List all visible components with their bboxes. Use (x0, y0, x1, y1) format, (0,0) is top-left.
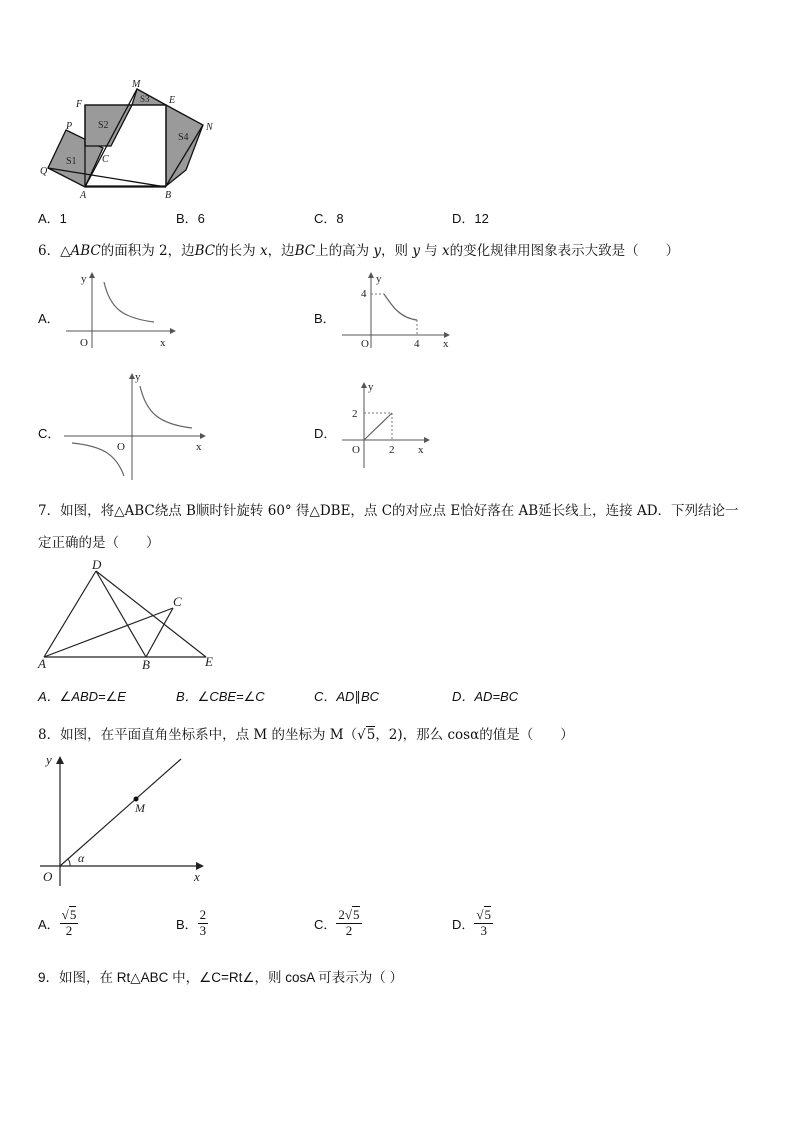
q8-option-b-fraction (198, 908, 209, 939)
q8-option-a-letter: A． (38, 916, 60, 932)
q7-option-a[interactable]: A．∠ABD=∠E (38, 689, 126, 704)
y-label: y (368, 381, 374, 393)
numerator: 2√5 (338, 907, 360, 922)
q7-option-c[interactable]: C．AD∥BC (314, 689, 380, 704)
x-label: x (443, 338, 449, 350)
q8-text: 8．如图，在平面直角坐标系中，点 M 的坐标为 M（ (38, 727, 358, 743)
q8-option-d-letter: D． (452, 916, 475, 932)
label-d: D (92, 557, 102, 572)
label-s4: S4 (178, 132, 189, 143)
radicand: 5 (353, 907, 360, 922)
m-label: M (135, 801, 145, 815)
y-label: y (81, 273, 87, 285)
ray-om (60, 759, 181, 866)
square-s4 (166, 105, 203, 186)
origin-label: O (117, 441, 125, 453)
q6-option-c[interactable]: C． (38, 426, 61, 441)
label-m: M (132, 79, 141, 90)
x-label: x (196, 441, 202, 453)
q5-option-c[interactable]: C．8 (314, 211, 344, 226)
q6-graph-c (62, 368, 212, 483)
curve (104, 282, 154, 322)
q6-graph-b (340, 268, 460, 353)
q6-text: 上的高为 (315, 243, 370, 259)
curve (384, 294, 417, 320)
angle-arc (68, 859, 70, 866)
y-axis-arrow (56, 756, 64, 764)
segment-db (96, 571, 146, 657)
origin-label: O (43, 869, 53, 884)
y-label: y (46, 752, 52, 767)
label-b: B (142, 657, 150, 672)
radicand: 5 (69, 907, 77, 922)
q8-option-c[interactable] (314, 908, 362, 939)
label-s1: S1 (66, 156, 77, 167)
x-label: x (194, 869, 200, 884)
x-label: x (160, 337, 166, 349)
x-tick-4: 4 (414, 338, 420, 350)
label-p: P (66, 121, 73, 132)
y-axis-arrow (368, 272, 374, 278)
label-q: Q (40, 166, 48, 177)
label-n: N (206, 122, 213, 133)
curve-q1 (140, 386, 192, 428)
numerator: √5 (61, 907, 77, 922)
q8-option-c-letter: C． (314, 916, 337, 932)
q8-figure (36, 752, 216, 887)
label-e: E (169, 95, 176, 106)
q6-graph-a (62, 268, 182, 353)
q6-graph-d (340, 378, 440, 473)
q5-option-b[interactable]: B．6 (176, 211, 205, 226)
q6-option-b[interactable]: B． (314, 311, 336, 326)
denominator: 3 (199, 922, 207, 938)
q6-question (38, 239, 679, 259)
q6-bc: BC (294, 243, 316, 259)
label-a: A (38, 656, 46, 671)
q5-option-a[interactable]: A．1 (38, 211, 67, 226)
origin-label: O (361, 338, 369, 350)
q8-option-b[interactable] (176, 908, 208, 939)
segment-bc (146, 608, 173, 657)
y-label: y (376, 273, 382, 285)
q8-option-d[interactable] (452, 908, 493, 939)
q8-option-d-fraction (474, 908, 493, 939)
x-axis-arrow (200, 433, 206, 439)
q8-text: ，2)，那么 cosα的值是（ ） (375, 727, 574, 743)
q8-option-a[interactable] (38, 908, 78, 939)
numerator: 2 (199, 907, 207, 922)
denominator: 3 (480, 922, 487, 938)
x-label: x (418, 444, 424, 456)
q6-option-d[interactable]: D． (314, 426, 337, 441)
q6-bc: BC (194, 243, 216, 259)
q7-figure (36, 556, 221, 671)
q5-option-d[interactable]: D．12 (452, 211, 489, 226)
segment-ac (44, 608, 173, 657)
label-c: C (173, 594, 182, 609)
segment-de (96, 571, 206, 657)
x-axis-arrow (170, 328, 176, 334)
y-tick-2: 2 (352, 408, 358, 420)
label-f: F (76, 99, 83, 110)
y-axis-arrow (89, 272, 95, 278)
q6-y: y (412, 243, 420, 259)
q5-figure (38, 78, 228, 203)
q6-text: 的面积为 2，边 (100, 243, 195, 259)
q8-sqrt: √5 (357, 727, 376, 743)
q8-option-a-fraction (60, 908, 79, 939)
q7-question-line2: 定正确的是（ ） (38, 535, 160, 551)
q6-text: ，则 (381, 243, 409, 259)
q6-y: y (373, 243, 382, 259)
label-b: B (165, 190, 172, 201)
q6-x: x (259, 243, 268, 259)
q8-question (38, 723, 574, 743)
q6-text: 与 (424, 243, 438, 259)
q6-text: 的长为 (215, 243, 256, 259)
q7-option-d[interactable]: D．AD=BC (452, 689, 519, 704)
coef: 2 (338, 907, 345, 922)
q8-option-b-letter: B． (176, 916, 198, 932)
label-a: A (80, 190, 87, 201)
origin-label: O (80, 337, 88, 349)
alpha-label: α (78, 851, 85, 865)
segment (364, 413, 392, 440)
q6-text: 的变化规律用图象表示大致是（ ） (449, 243, 680, 259)
q6-text: ，边 (267, 243, 295, 259)
denominator: 2 (345, 922, 353, 938)
label-s3: S3 (140, 94, 150, 104)
q9-question: 9．如图，在 Rt△ABC 中，∠C=Rt∠，则 cosA 可表示为（ ） (38, 970, 404, 985)
label-c: C (102, 154, 109, 165)
numerator: √5 (476, 907, 492, 922)
q6-triangle: △ABC (60, 243, 101, 259)
x-axis-arrow (424, 437, 430, 443)
q6-number: 6． (38, 243, 61, 259)
x-tick-2: 2 (389, 444, 395, 456)
q8-sqrt-arg: 5 (366, 727, 376, 743)
q8-option-c-fraction (336, 908, 361, 939)
y-tick-4: 4 (361, 288, 367, 300)
q6-option-a[interactable]: A． (38, 311, 60, 326)
q7-question-line1: 7．如图，将△ABC绕点 B顺时针旋转 60° 得△DBE，点 C的对应点 E恰好落在 AB延长线上，连接 AD．下列结论一 (38, 503, 739, 519)
y-axis-arrow (361, 382, 367, 388)
q7-option-b[interactable]: B．∠CBE=∠C (176, 689, 265, 704)
y-label: y (135, 371, 141, 383)
denominator: 2 (65, 922, 73, 938)
segment-ad (44, 571, 96, 657)
label-s2: S2 (98, 120, 109, 131)
origin-label: O (352, 444, 360, 456)
label-e: E (205, 654, 213, 669)
radicand: 5 (484, 907, 492, 922)
q6-x: x (442, 243, 450, 259)
